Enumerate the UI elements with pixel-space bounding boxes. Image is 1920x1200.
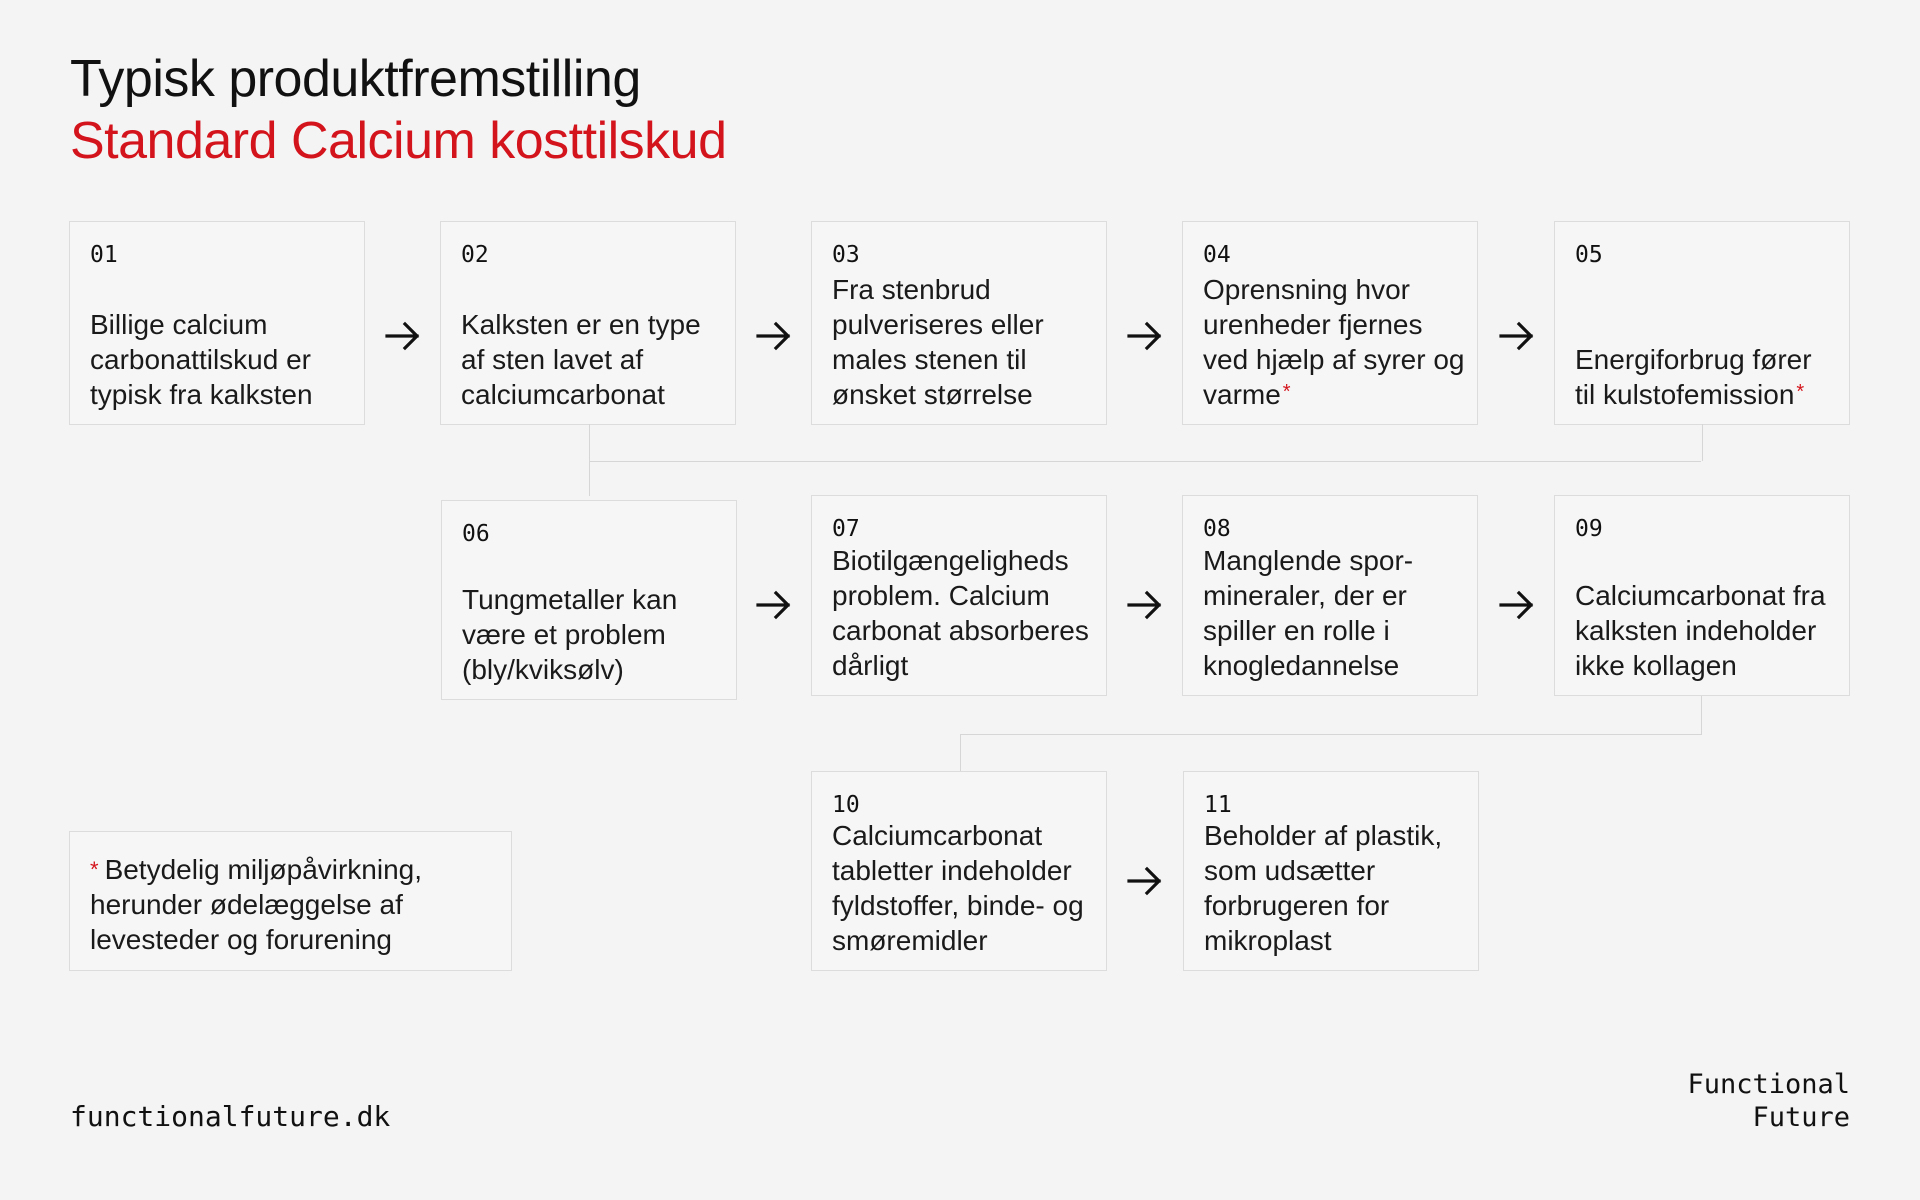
asterisk-marker: * bbox=[1796, 381, 1805, 403]
step-text: Biotilgængeligheds problem. Calcium carbonat absorberes dårligt bbox=[832, 545, 1089, 681]
step-text: Billige calcium carbonattilskud er typisk fra kalksten bbox=[90, 309, 313, 410]
connector-line bbox=[589, 461, 1701, 462]
arrow-right-icon bbox=[1497, 585, 1537, 625]
brand-line-1: Functional bbox=[1687, 1069, 1850, 1100]
step-number: 06 bbox=[462, 521, 490, 547]
step-text: Beholder af plastik, som udsætter forbrugeren for mikroplast bbox=[1204, 820, 1443, 956]
brand-line-2: Future bbox=[1752, 1102, 1850, 1133]
step-box-09 bbox=[1554, 495, 1850, 696]
step-text: Manglende spor-mineraler, der er spiller en rolle i knogledannelse bbox=[1203, 545, 1414, 681]
step-text: Calciumcarbonat tabletter indeholder fyldstoffer, binde- og smøremidler bbox=[832, 820, 1084, 956]
asterisk-marker: * bbox=[90, 857, 99, 882]
step-number: 04 bbox=[1203, 242, 1231, 268]
step-box-10 bbox=[811, 771, 1107, 971]
step-box-08 bbox=[1182, 495, 1478, 696]
page-subtitle: Standard Calcium kosttilskud bbox=[70, 112, 727, 170]
step-text: Tungmetaller kan være et problem (bly/kviksølv) bbox=[462, 584, 678, 685]
arrow-right-icon bbox=[1125, 585, 1165, 625]
arrow-right-icon bbox=[754, 585, 794, 625]
step-text: Energiforbrug fører til kulstofemission * bbox=[1575, 344, 1812, 410]
step-box-05 bbox=[1554, 221, 1850, 425]
step-number: 02 bbox=[461, 242, 489, 268]
step-box-03 bbox=[811, 221, 1107, 425]
arrow-right-icon bbox=[383, 316, 423, 356]
connector-line bbox=[589, 461, 590, 496]
step-number: 05 bbox=[1575, 242, 1603, 268]
step-box-07 bbox=[811, 495, 1107, 696]
step-number: 07 bbox=[832, 516, 860, 542]
step-number: 09 bbox=[1575, 516, 1603, 542]
asterisk-marker: * bbox=[1282, 381, 1291, 403]
step-text: Kalksten er en type af sten lavet af calciumcarbonat bbox=[461, 309, 701, 410]
page-title-block bbox=[70, 48, 727, 172]
connector-line bbox=[589, 424, 1703, 461]
footnote-text: Betydelig miljøpåvirkning, herunder ødelæggelse af levesteder og forurening bbox=[90, 854, 423, 955]
step-number: 03 bbox=[832, 242, 860, 268]
step-box-06 bbox=[441, 500, 737, 700]
footnote-box bbox=[69, 831, 512, 971]
step-box-01 bbox=[69, 221, 365, 425]
step-box-02 bbox=[440, 221, 736, 425]
step-text: Calciumcarbonat fra kalksten indeholder ikke kollagen bbox=[1575, 580, 1826, 681]
connector-line bbox=[960, 734, 1702, 735]
arrow-right-icon bbox=[1497, 316, 1537, 356]
step-number: 08 bbox=[1203, 516, 1231, 542]
step-box-04 bbox=[1182, 221, 1478, 425]
step-number: 10 bbox=[832, 792, 860, 818]
website-url: functionalfuture.dk bbox=[70, 1100, 391, 1133]
arrow-right-icon bbox=[754, 316, 794, 356]
step-number: 01 bbox=[90, 242, 118, 268]
page-title: Typisk produktfremstilling bbox=[70, 50, 641, 108]
step-text: Fra stenbrud pulveriseres eller males stenen til ønsket størrelse bbox=[832, 274, 1044, 410]
arrow-right-icon bbox=[1125, 861, 1165, 901]
step-number: 11 bbox=[1204, 792, 1232, 818]
arrow-right-icon bbox=[1125, 316, 1165, 356]
brand-logo bbox=[1687, 1068, 1850, 1134]
step-text: Oprensning hvor urenheder fjernes ved hjælp af syrer og varme * bbox=[1203, 274, 1465, 410]
step-box-11 bbox=[1183, 771, 1479, 971]
connector-line bbox=[1701, 696, 1702, 734]
connector-line bbox=[960, 734, 961, 771]
